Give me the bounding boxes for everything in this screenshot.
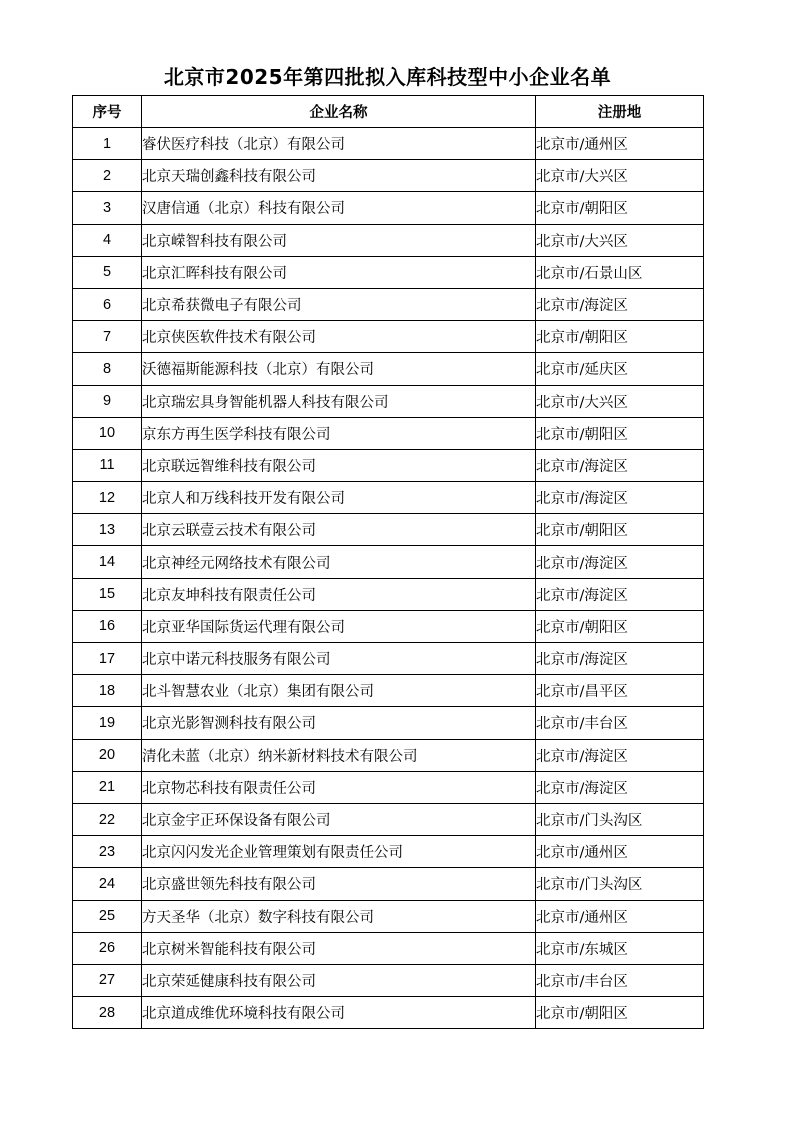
table-row <box>73 932 704 964</box>
table-row <box>73 288 704 320</box>
table-row <box>73 900 704 932</box>
serial-number-cell: 1 <box>73 128 142 160</box>
company-name-cell: 北京闪闪发光企业管理策划有限责任公司 <box>142 836 536 868</box>
serial-number-cell: 8 <box>73 353 142 385</box>
registered-location-cell: 北京市/门头沟区 <box>536 803 704 835</box>
registered-location-cell: 北京市/丰台区 <box>536 964 704 996</box>
company-name-cell: 京东方再生医学科技有限公司 <box>142 417 536 449</box>
company-name-cell: 北京亚华国际货运代理有限公司 <box>142 610 536 642</box>
company-name-cell: 汉唐信通（北京）科技有限公司 <box>142 192 536 224</box>
table-row <box>73 836 704 868</box>
registered-location-cell: 北京市/海淀区 <box>536 449 704 481</box>
registered-location-cell: 北京市/海淀区 <box>536 578 704 610</box>
table-row <box>73 803 704 835</box>
table-row <box>73 160 704 192</box>
table-row <box>73 417 704 449</box>
registered-location-cell: 北京市/通州区 <box>536 128 704 160</box>
table-row <box>73 192 704 224</box>
serial-number-cell: 27 <box>73 964 142 996</box>
company-name-cell: 北京侠医软件技术有限公司 <box>142 321 536 353</box>
registered-location-cell: 北京市/大兴区 <box>536 224 704 256</box>
registered-location-cell: 北京市/海淀区 <box>536 739 704 771</box>
header-serial-number: 序号 <box>73 96 142 128</box>
registered-location-cell: 北京市/朝阳区 <box>536 192 704 224</box>
serial-number-cell: 28 <box>73 997 142 1029</box>
company-name-cell: 北京神经元网络技术有限公司 <box>142 546 536 578</box>
company-name-cell: 北京树米智能科技有限公司 <box>142 932 536 964</box>
company-name-cell: 北京汇晖科技有限公司 <box>142 256 536 288</box>
company-name-cell: 北京嵘智科技有限公司 <box>142 224 536 256</box>
table-row <box>73 128 704 160</box>
serial-number-cell: 5 <box>73 256 142 288</box>
company-name-cell: 北京盛世领先科技有限公司 <box>142 868 536 900</box>
header-registered-location: 注册地 <box>536 96 704 128</box>
registered-location-cell: 北京市/延庆区 <box>536 353 704 385</box>
registered-location-cell: 北京市/丰台区 <box>536 707 704 739</box>
serial-number-cell: 10 <box>73 417 142 449</box>
serial-number-cell: 22 <box>73 803 142 835</box>
serial-number-cell: 7 <box>73 321 142 353</box>
company-name-cell: 北京友坤科技有限责任公司 <box>142 578 536 610</box>
table-row <box>73 546 704 578</box>
registered-location-cell: 北京市/朝阳区 <box>536 417 704 449</box>
registered-location-cell: 北京市/朝阳区 <box>536 514 704 546</box>
registered-location-cell: 北京市/石景山区 <box>536 256 704 288</box>
serial-number-cell: 24 <box>73 868 142 900</box>
table-row <box>73 514 704 546</box>
serial-number-cell: 6 <box>73 288 142 320</box>
serial-number-cell: 21 <box>73 771 142 803</box>
company-name-cell: 睿伏医疗科技（北京）有限公司 <box>142 128 536 160</box>
company-name-cell: 沃德福斯能源科技（北京）有限公司 <box>142 353 536 385</box>
company-name-cell: 北京荣延健康科技有限公司 <box>142 964 536 996</box>
registered-location-cell: 北京市/通州区 <box>536 900 704 932</box>
registered-location-cell: 北京市/海淀区 <box>536 546 704 578</box>
company-name-cell: 北京物芯科技有限责任公司 <box>142 771 536 803</box>
serial-number-cell: 12 <box>73 482 142 514</box>
table-row <box>73 675 704 707</box>
company-name-cell: 北斗智慧农业（北京）集团有限公司 <box>142 675 536 707</box>
table-row <box>73 482 704 514</box>
registered-location-cell: 北京市/朝阳区 <box>536 321 704 353</box>
serial-number-cell: 26 <box>73 932 142 964</box>
table-row <box>73 610 704 642</box>
table-row <box>73 964 704 996</box>
serial-number-cell: 14 <box>73 546 142 578</box>
registered-location-cell: 北京市/门头沟区 <box>536 868 704 900</box>
company-name-cell: 北京人和万线科技开发有限公司 <box>142 482 536 514</box>
registered-location-cell: 北京市/朝阳区 <box>536 997 704 1029</box>
company-name-cell: 北京中诺元科技服务有限公司 <box>142 643 536 675</box>
company-name-cell: 北京希获微电子有限公司 <box>142 288 536 320</box>
registered-location-cell: 北京市/海淀区 <box>536 771 704 803</box>
serial-number-cell: 16 <box>73 610 142 642</box>
table-row <box>73 449 704 481</box>
table-row <box>73 707 704 739</box>
table-row <box>73 578 704 610</box>
serial-number-cell: 25 <box>73 900 142 932</box>
serial-number-cell: 3 <box>73 192 142 224</box>
table-row <box>73 868 704 900</box>
table-row <box>73 224 704 256</box>
company-name-cell: 清化未蓝（北京）纳米新材料技术有限公司 <box>142 739 536 771</box>
table-row <box>73 353 704 385</box>
table-row <box>73 771 704 803</box>
registered-location-cell: 北京市/海淀区 <box>536 643 704 675</box>
registered-location-cell: 北京市/朝阳区 <box>536 610 704 642</box>
serial-number-cell: 13 <box>73 514 142 546</box>
company-name-cell: 北京瑞宏具身智能机器人科技有限公司 <box>142 385 536 417</box>
serial-number-cell: 9 <box>73 385 142 417</box>
serial-number-cell: 2 <box>73 160 142 192</box>
company-name-cell: 北京联远智维科技有限公司 <box>142 449 536 481</box>
table-row <box>73 385 704 417</box>
header-company-name: 企业名称 <box>142 96 536 128</box>
document-title: 北京市2025年第四批拟入库科技型中小企业名单 <box>163 65 612 89</box>
table-row <box>73 643 704 675</box>
table-header <box>73 96 704 128</box>
serial-number-cell: 4 <box>73 224 142 256</box>
serial-number-cell: 15 <box>73 578 142 610</box>
header-row <box>73 96 704 128</box>
serial-number-cell: 17 <box>73 643 142 675</box>
serial-number-cell: 11 <box>73 449 142 481</box>
registered-location-cell: 北京市/海淀区 <box>536 288 704 320</box>
table-row <box>73 997 704 1029</box>
company-name-cell: 方天圣华（北京）数字科技有限公司 <box>142 900 536 932</box>
registered-location-cell: 北京市/通州区 <box>536 836 704 868</box>
table-row <box>73 321 704 353</box>
serial-number-cell: 19 <box>73 707 142 739</box>
serial-number-cell: 23 <box>73 836 142 868</box>
registered-location-cell: 北京市/大兴区 <box>536 160 704 192</box>
serial-number-cell: 20 <box>73 739 142 771</box>
table-body <box>73 128 704 1029</box>
registered-location-cell: 北京市/海淀区 <box>536 482 704 514</box>
company-list-table <box>72 95 704 1029</box>
company-name-cell: 北京云联壹云技术有限公司 <box>142 514 536 546</box>
registered-location-cell: 北京市/昌平区 <box>536 675 704 707</box>
company-name-cell: 北京金宇正环保设备有限公司 <box>142 803 536 835</box>
registered-location-cell: 北京市/东城区 <box>536 932 704 964</box>
table-row <box>73 256 704 288</box>
company-name-cell: 北京光影智测科技有限公司 <box>142 707 536 739</box>
company-name-cell: 北京天瑞创鑫科技有限公司 <box>142 160 536 192</box>
registered-location-cell: 北京市/大兴区 <box>536 385 704 417</box>
serial-number-cell: 18 <box>73 675 142 707</box>
table-row <box>73 739 704 771</box>
company-name-cell: 北京道成维优环境科技有限公司 <box>142 997 536 1029</box>
